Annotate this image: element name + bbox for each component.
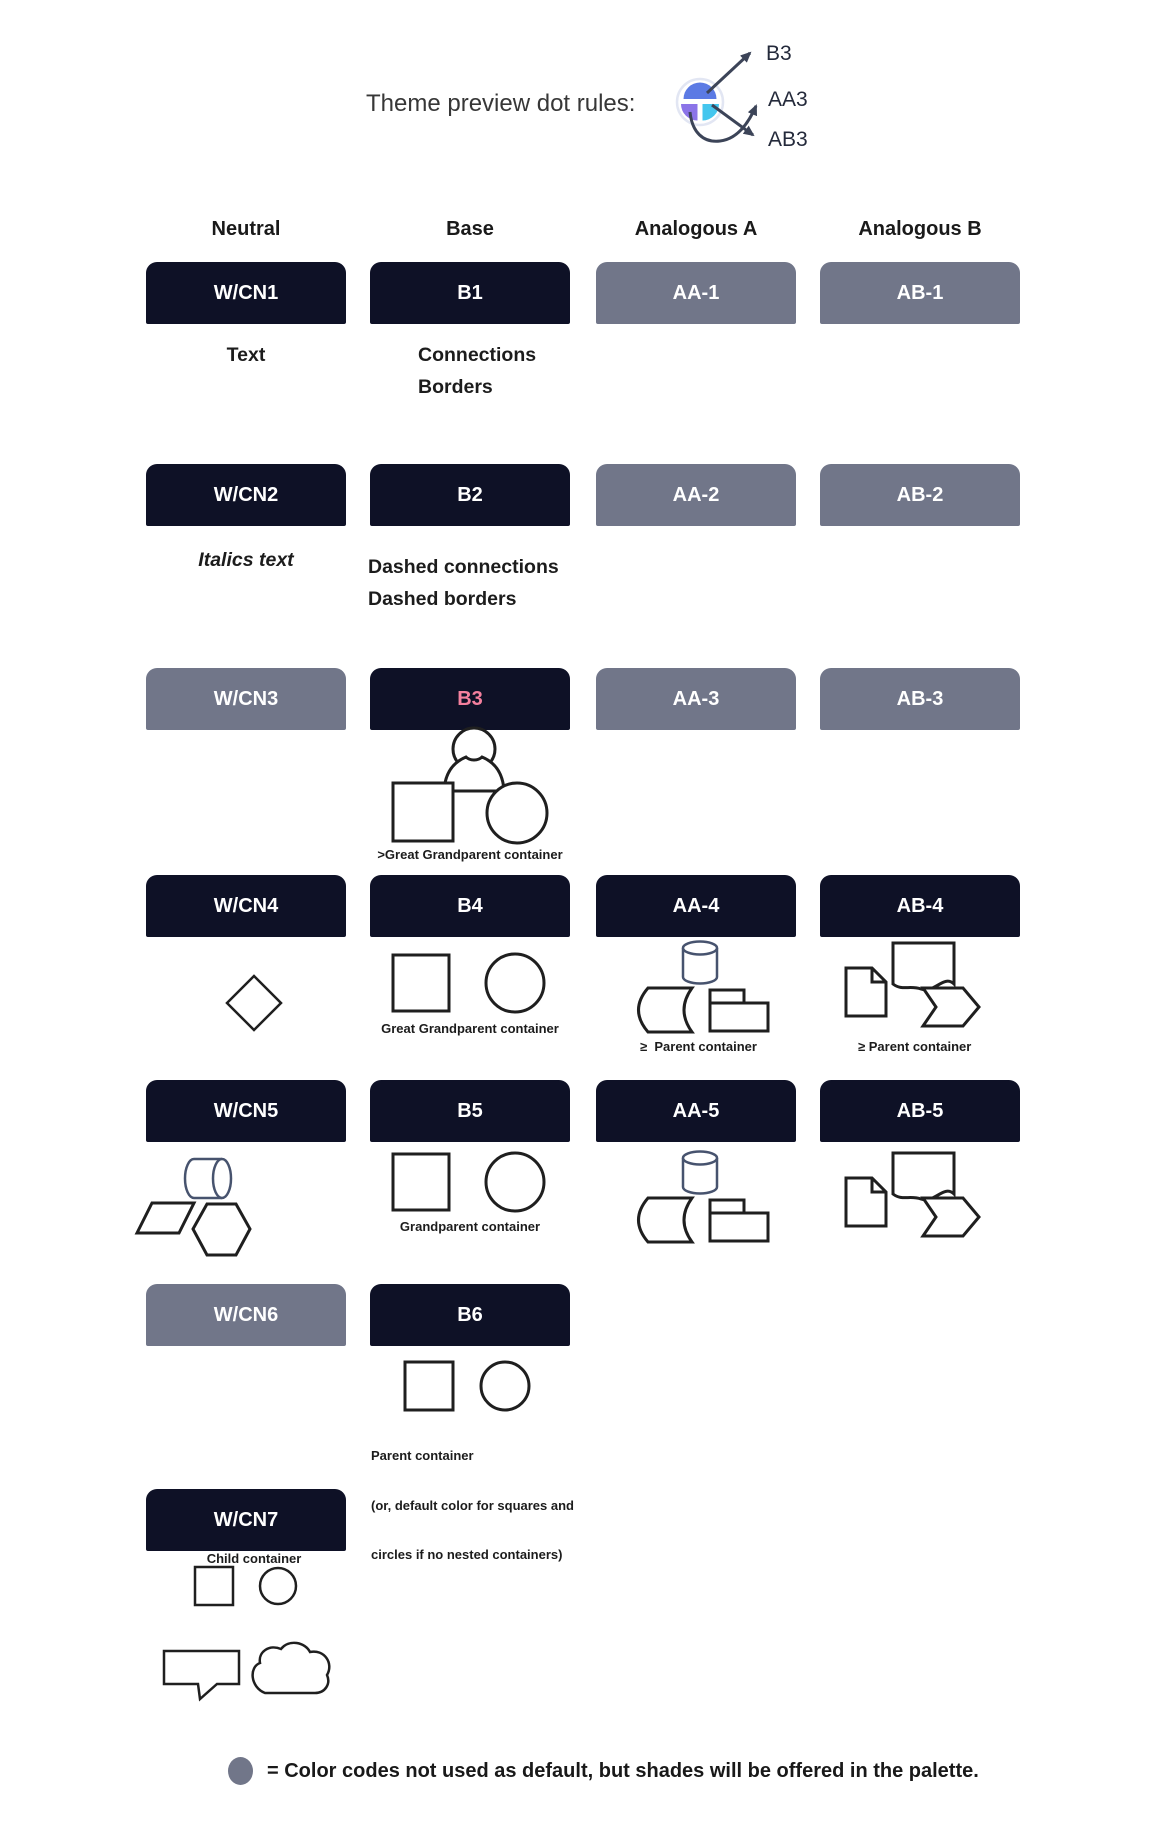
swatch-aa2: AA-2	[596, 464, 796, 526]
swatch-aa4: AA-4	[596, 875, 796, 937]
wcn5-illustration	[137, 1159, 250, 1255]
swatch-wcn2: W/CN2	[146, 464, 346, 526]
square-icon	[393, 783, 453, 841]
b4-illustration	[393, 954, 544, 1012]
caption-child-container: Child container	[206, 1551, 302, 1566]
arrow-to-ab3	[712, 105, 753, 135]
speech-bubble-icon	[164, 1651, 239, 1699]
column-header-analogous-a: Analogous A	[634, 218, 758, 240]
legend-text: = Color codes not used as default, but shades will be offered in the palette.	[267, 1760, 979, 1782]
caption-parent-line1: Parent container	[371, 1448, 474, 1463]
square-icon	[393, 955, 449, 1011]
horizontal-cylinder-cap-icon	[213, 1159, 231, 1198]
chevron-icon	[923, 988, 979, 1026]
page-icon	[846, 1178, 886, 1226]
page-icon	[846, 968, 886, 1016]
swatch-aa5: AA-5	[596, 1080, 796, 1142]
caption-italics-text: Italics text	[198, 549, 294, 571]
swatch-wcn3: W/CN3	[146, 668, 346, 730]
dot-label-aa3: AA3	[768, 88, 808, 111]
aa4-illustration	[639, 942, 769, 1033]
swatch-wcn6: W/CN6	[146, 1284, 346, 1346]
folder-tab-icon	[710, 1200, 744, 1213]
caption-connections: Connections	[418, 344, 537, 366]
swatch-b4: B4	[370, 875, 570, 937]
caption-parent-line3: circles if no nested containers)	[371, 1547, 563, 1562]
swatch-ab1: AB-1	[820, 262, 1020, 324]
swatch-b5: B5	[370, 1080, 570, 1142]
chevron-icon	[923, 1198, 979, 1236]
dot-bottom-left-quarter	[681, 104, 698, 121]
page-fold-icon	[872, 1178, 886, 1192]
dot-rule-arrows	[690, 53, 756, 141]
hexagon-icon	[193, 1204, 250, 1255]
swatch-b3: B3	[370, 668, 570, 730]
wcn7-illustration	[164, 1567, 329, 1699]
legend-gray-dot-icon	[228, 1757, 253, 1785]
swatch-wcn1: W/CN1	[146, 262, 346, 324]
column-header-base: Base	[446, 218, 494, 240]
cylinder-icon	[683, 1158, 717, 1194]
stored-data-icon	[639, 1198, 693, 1242]
caption-parent-ab4: ≥ Parent container	[858, 1039, 972, 1054]
dot-bottom-right-quarter	[703, 104, 720, 121]
diagram-title: Theme preview dot rules:	[366, 90, 636, 117]
swatch-b6: B6	[370, 1284, 570, 1346]
column-header-neutral: Neutral	[211, 218, 281, 240]
dot-top-half	[684, 83, 717, 100]
page-fold-icon	[872, 968, 886, 982]
circle-icon	[486, 954, 544, 1012]
caption-parent-aa4: ≥ Parent container	[640, 1039, 757, 1054]
caption-text: Text	[226, 344, 266, 366]
caption-grandparent: Grandparent container	[399, 1219, 541, 1234]
theme-preview-dot-icon	[677, 79, 723, 125]
dot-label-b3: B3	[766, 42, 792, 65]
ab5-illustration	[846, 1153, 979, 1236]
square-icon	[393, 1154, 449, 1210]
swatch-wcn4: W/CN4	[146, 875, 346, 937]
swatch-aa3: AA-3	[596, 668, 796, 730]
aa5-illustration	[639, 1152, 769, 1243]
caption-great-grandparent: Great Grandparent container	[381, 1021, 559, 1036]
b3-illustration	[393, 728, 547, 843]
b6-illustration	[405, 1362, 529, 1410]
cylinder-top-icon	[683, 942, 717, 955]
caption-parent-container	[371, 1416, 574, 1595]
swatch-ab5: AB-5	[820, 1080, 1020, 1142]
swatch-ab2: AB-2	[820, 464, 1020, 526]
caption-borders: Borders	[418, 376, 493, 398]
circle-icon	[481, 1362, 529, 1410]
square-icon	[405, 1362, 453, 1410]
arrow-to-b3	[707, 53, 750, 93]
caption-parent-line2: (or, default color for squares and	[371, 1497, 574, 1513]
swatch-ab3: AB-3	[820, 668, 1020, 730]
wavy-document-icon	[893, 943, 954, 990]
folder-tab-icon	[710, 990, 744, 1003]
caption-great-grandparent-gt: >Great Grandparent container	[377, 847, 563, 862]
swatch-wcn7: W/CN7	[146, 1489, 346, 1551]
folder-icon	[710, 1213, 768, 1241]
swatch-b1: B1	[370, 262, 570, 324]
column-header-analogous-b: Analogous B	[858, 218, 982, 240]
swatch-aa1: AA-1	[596, 262, 796, 324]
circle-icon	[260, 1568, 296, 1604]
dot-ring	[677, 79, 723, 125]
cylinder-top-icon	[683, 1152, 717, 1165]
caption-dashed-borders: Dashed borders	[368, 588, 517, 610]
wcn4-illustration	[227, 976, 281, 1030]
horizontal-cylinder-icon	[185, 1159, 222, 1198]
cylinder-icon	[683, 948, 717, 984]
circle-icon	[487, 783, 547, 843]
person-icon	[444, 757, 504, 791]
diamond-icon	[227, 976, 281, 1030]
dot-label-ab3: AB3	[768, 128, 808, 151]
circle-icon	[486, 1153, 544, 1211]
b5-illustration	[393, 1153, 544, 1211]
folder-icon	[710, 1003, 768, 1031]
caption-dashed-connections: Dashed connections	[368, 556, 559, 578]
ab4-illustration	[846, 943, 979, 1026]
swatch-wcn5: W/CN5	[146, 1080, 346, 1142]
swatch-b2: B2	[370, 464, 570, 526]
square-icon	[195, 1567, 233, 1605]
swatch-ab4: AB-4	[820, 875, 1020, 937]
stored-data-icon	[639, 988, 693, 1032]
person-head-icon	[453, 728, 495, 770]
parallelogram-icon	[137, 1203, 194, 1233]
wavy-document-icon	[893, 1153, 954, 1200]
cloud-icon	[253, 1643, 330, 1693]
arrow-to-aa3	[690, 106, 756, 141]
